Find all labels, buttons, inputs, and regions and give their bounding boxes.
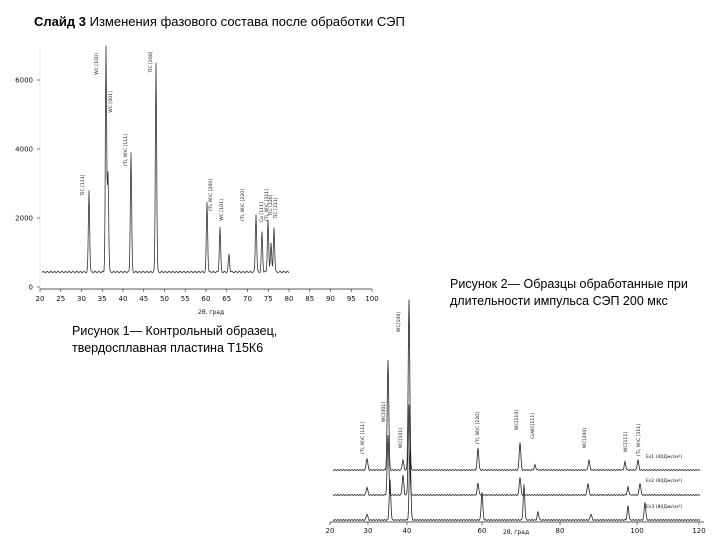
figure1-peak-label: TiC [220] bbox=[269, 194, 274, 216]
figure1-peak-label: (Ti, W)C [111] bbox=[124, 133, 129, 167]
figure2-caption-line1: Рисунок 2— Образцы обработанные при bbox=[450, 277, 688, 291]
figure2-x-tick-label: 60 bbox=[477, 527, 487, 535]
figure1-peak-label: WC [100] bbox=[95, 53, 100, 75]
figure1-x-tick-label: 25 bbox=[56, 295, 66, 303]
figure1-x-tick-label: 50 bbox=[160, 295, 169, 303]
figure1-peak-label: (Ti, W)C [220] bbox=[241, 188, 246, 222]
figure1-y-tick-label: 2000 bbox=[15, 214, 33, 223]
figure2-peak-label: (Ti, W)C [111] bbox=[361, 421, 366, 455]
figure1-peak-label: TiC [111] bbox=[81, 174, 86, 196]
figure2-caption-line2: длительности импульса СЭП 200 мкс bbox=[450, 294, 668, 308]
figure2-x-tick-label: 30 bbox=[363, 527, 373, 535]
figure1-peak-label: WC [101] bbox=[220, 199, 225, 221]
figure2-peak-label: CoWC[111] bbox=[531, 412, 536, 440]
figure2-x-axis-title: 2θ, град bbox=[503, 529, 530, 536]
figure2-peak-label: WC[110] bbox=[515, 409, 520, 431]
figure1-x-ticks bbox=[36, 289, 379, 303]
figure1-x-tick-label: 65 bbox=[222, 295, 232, 303]
figure2-peak-label: WC[111] bbox=[624, 431, 629, 453]
figure1-x-tick-label: 100 bbox=[365, 295, 379, 303]
figure1-x-tick-label: 60 bbox=[201, 295, 211, 303]
figure1-peak-label: Co [111] bbox=[260, 202, 265, 222]
figure2-curve-label-es3: Es3 (80Дж/см²) bbox=[646, 505, 683, 510]
slide-number: Слайд 3 bbox=[34, 14, 86, 29]
figure2-curve-es3 bbox=[333, 445, 700, 520]
figure2-peak-label: WC[100] bbox=[397, 311, 402, 333]
figure2-peak-label: (Ti, W)C [311] bbox=[637, 423, 642, 457]
figure2-peak-label: WC[001] bbox=[382, 401, 387, 423]
figure1-caption-line2: твердосплавная пластина Т15К6 bbox=[72, 341, 264, 355]
figure1-x-tick-label: 20 bbox=[35, 295, 45, 303]
figure2-peak-label: WC[200] bbox=[583, 427, 588, 449]
figure2-peak-labels bbox=[360, 312, 642, 456]
figure1-x-tick-label: 55 bbox=[180, 295, 190, 303]
figure1-x-tick-label: 40 bbox=[118, 295, 128, 303]
figure1-x-axis-title: 2θ, град bbox=[198, 309, 225, 316]
figure1-peak-label: TiC [311] bbox=[274, 197, 279, 219]
figure2-peak-label: (Ti, W)C [220] bbox=[476, 411, 481, 445]
figure1-x-tick-label: 70 bbox=[243, 295, 252, 303]
figure1-peak-label: TiC [200] bbox=[149, 51, 154, 73]
figure2-x-tick-label: 100 bbox=[630, 527, 644, 535]
figure1-x-tick-label: 35 bbox=[97, 295, 107, 303]
figure2-x-tick-label: 40 bbox=[402, 527, 412, 535]
figure2-curve-label-es1: Es1 (40Дж/см²) bbox=[646, 455, 683, 460]
figure1-caption-line1: Рисунок 1— Контрольный образец, bbox=[72, 324, 278, 338]
figure1-y-tick-label: 0 bbox=[28, 283, 33, 292]
figure1-peak-label: WC [001] bbox=[109, 91, 114, 113]
figure2-x-tick-label: 20 bbox=[325, 527, 335, 535]
figure1-y-ticks bbox=[15, 77, 40, 292]
figure1-x-tick-label: 90 bbox=[326, 295, 335, 303]
figure1-x-tick-label: 85 bbox=[305, 295, 315, 303]
figure2-xrd-chart bbox=[326, 300, 706, 537]
figure1-x-tick-label: 95 bbox=[346, 295, 356, 303]
figure2-curve-label-es2: Es2 (60Дж/см²) bbox=[646, 479, 683, 484]
figure1-x-tick-label: 80 bbox=[284, 295, 294, 303]
figure1-x-tick-label: 30 bbox=[77, 295, 86, 303]
figure1-y-tick-label: 4000 bbox=[15, 145, 33, 154]
figure2-x-tick-label: 80 bbox=[555, 527, 565, 535]
slide-title-text: Изменения фазового состава после обработки СЭП bbox=[89, 14, 405, 29]
figure1-y-tick-label: 6000 bbox=[15, 76, 33, 85]
figure1-xrd-chart bbox=[15, 46, 379, 316]
figure2-x-tick-label: 120 bbox=[692, 527, 706, 535]
figure1-peak-label: (Ti, W)C [200] bbox=[209, 178, 214, 212]
figure1-x-tick-label: 45 bbox=[139, 295, 149, 303]
figure1-x-tick-label: 75 bbox=[263, 295, 273, 303]
figure1-diffraction-curve bbox=[42, 46, 289, 273]
figure1-peak-labels bbox=[80, 51, 279, 222]
figure1-peak-label: (Ti, W)C [311] bbox=[265, 188, 270, 222]
figure2-peak-label: WC[101] bbox=[399, 427, 404, 449]
